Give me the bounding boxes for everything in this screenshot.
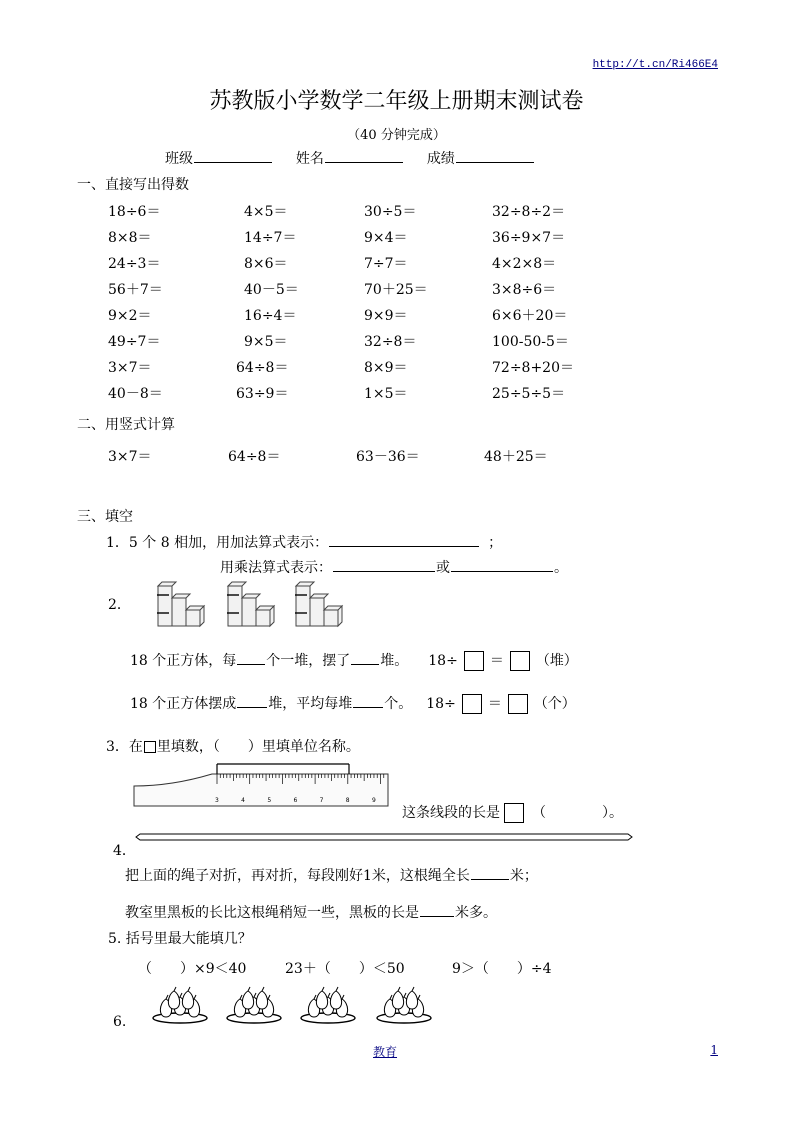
pear-icon xyxy=(406,991,417,1009)
mental-math-item: 25÷5÷5＝ xyxy=(492,386,566,402)
mental-math-item: 14÷7＝ xyxy=(244,230,297,246)
blackboard-length-blank[interactable] xyxy=(420,915,454,917)
pear-plate xyxy=(153,987,207,1023)
source-url[interactable]: http://t.cn/Ri466E4 xyxy=(592,59,718,71)
vertical-calc-3: 63－36＝ xyxy=(356,449,420,465)
mental-math-item: 16÷4＝ xyxy=(244,308,297,324)
addition-blank[interactable] xyxy=(329,545,479,547)
pear-plates-illustration xyxy=(152,985,442,1030)
ruler-label: 7 xyxy=(319,797,324,804)
question-2-line-2: 18 个正方体摆成 堆，平均每堆 个。 18÷ ＝ （个） xyxy=(130,696,576,712)
score-label: 成绩 xyxy=(426,151,455,167)
question-5-heading: 5. 括号里最大能填几？ xyxy=(108,931,252,947)
mental-math-item: 24÷3＝ xyxy=(108,256,161,272)
pear-icon xyxy=(256,991,267,1009)
mental-math-item: 9×5＝ xyxy=(244,334,288,350)
piles-blank[interactable] xyxy=(237,706,267,708)
question-4-line-2: 教室里黑板的长比这根绳稍短一些，黑板的长是 米多。 xyxy=(125,905,497,921)
length-answer-box[interactable] xyxy=(504,803,524,823)
section1-heading: 一、直接写出得数 xyxy=(77,177,189,193)
pile-count-blank[interactable] xyxy=(351,663,379,665)
vertical-calc-4: 48＋25＝ xyxy=(484,449,548,465)
answer-box[interactable] xyxy=(508,694,528,714)
pear-icon xyxy=(392,991,403,1009)
rope-length-blank[interactable] xyxy=(471,878,509,880)
mental-math-item: 4×5＝ xyxy=(244,204,288,220)
page-subtitle: （40 分钟完成） xyxy=(347,128,446,143)
page-number: 1 xyxy=(710,1043,718,1057)
per-pile-blank[interactable] xyxy=(237,663,265,665)
mental-math-item: 32÷8÷2＝ xyxy=(492,204,566,220)
mental-math-item: 8×6＝ xyxy=(244,256,288,272)
class-blank[interactable] xyxy=(194,161,272,163)
multiply-blank-2[interactable] xyxy=(451,570,553,572)
pear-icon xyxy=(316,991,327,1009)
pear-icon xyxy=(168,991,179,1009)
pear-icon xyxy=(330,991,341,1009)
mental-math-item: 18÷6＝ xyxy=(108,204,161,220)
vertical-calc-2: 64÷8＝ xyxy=(228,449,281,465)
question-3-ask: 这条线段的长是 （ ）。 xyxy=(402,805,623,821)
mental-math-item: 8×9＝ xyxy=(364,360,408,376)
mental-math-item: 32÷8＝ xyxy=(364,334,417,350)
mental-math-item: 64÷8＝ xyxy=(236,360,289,376)
student-info-fields xyxy=(165,148,535,168)
cube-stack-1 xyxy=(158,582,204,626)
pear-plate xyxy=(301,987,355,1023)
mental-math-item: 70＋25＝ xyxy=(364,282,428,298)
pear-icon xyxy=(242,991,253,1009)
mental-math-item: 40－8＝ xyxy=(108,386,163,402)
mental-math-item: 4×2×8＝ xyxy=(492,256,557,272)
mental-math-item: 72÷8+20＝ xyxy=(492,360,574,376)
question-5-item-2: 23＋（ ）＜50 xyxy=(285,961,405,977)
multiply-blank-1[interactable] xyxy=(333,570,435,572)
mental-math-item: 56＋7＝ xyxy=(108,282,163,298)
vertical-calc-1: 3×7＝ xyxy=(108,449,152,465)
mental-math-item: 1×5＝ xyxy=(364,386,408,402)
square-symbol xyxy=(144,741,156,753)
footer-link[interactable]: 教育 xyxy=(373,1045,398,1059)
mental-math-item: 3×7＝ xyxy=(108,360,152,376)
mental-math-item: 8×8＝ xyxy=(108,230,152,246)
section2-heading: 二、用竖式计算 xyxy=(77,417,175,433)
mental-math-item: 9×4＝ xyxy=(364,230,408,246)
ruler-label: 5 xyxy=(267,797,272,804)
answer-box[interactable] xyxy=(464,651,484,671)
question-1-line-2: 用乘法算式表示： 或 。 xyxy=(220,560,568,576)
question-4-line-1: 把上面的绳子对折，再对折，每段刚好1米，这根绳全长 米； xyxy=(125,868,538,884)
mental-math-item: 40－5＝ xyxy=(244,282,299,298)
question-5-item-3: 9＞（ ）÷4 xyxy=(452,961,552,977)
mental-math-item: 100-50-5＝ xyxy=(492,334,569,350)
pear-plate xyxy=(227,987,281,1023)
name-label: 姓名 xyxy=(295,151,324,167)
question-2-number: 2． xyxy=(108,597,131,613)
cube-stacks-illustration xyxy=(155,580,350,632)
each-pile-blank[interactable] xyxy=(353,706,383,708)
question-5-item-1: （ ）×9＜40 xyxy=(138,961,247,977)
mental-math-item: 9×9＝ xyxy=(364,308,408,324)
mental-math-item: 3×8÷6＝ xyxy=(492,282,557,298)
name-blank[interactable] xyxy=(325,161,403,163)
pear-plate xyxy=(377,987,431,1023)
mental-math-item: 7÷7＝ xyxy=(364,256,408,272)
question-1-line-1: 1．5 个 8 相加，用加法算式表示： ； xyxy=(106,535,503,551)
mental-math-item: 63÷9＝ xyxy=(236,386,289,402)
mental-math-item: 9×2＝ xyxy=(108,308,152,324)
ruler-label: 9 xyxy=(371,797,376,804)
mental-math-item: 36÷9×7＝ xyxy=(492,230,566,246)
class-label: 班级 xyxy=(165,151,193,167)
question-2-line-1: 18 个正方体，每 个一堆，摆了 堆。 18÷ ＝ （堆） xyxy=(130,653,578,669)
question-4-number: 4． xyxy=(113,843,136,859)
rope-illustration xyxy=(134,832,634,842)
section3-heading: 三、填空 xyxy=(77,509,133,525)
answer-box[interactable] xyxy=(510,651,530,671)
ruler-label: 3 xyxy=(215,797,219,804)
mental-math-item: 30÷5＝ xyxy=(364,204,417,220)
answer-box[interactable] xyxy=(462,694,482,714)
score-blank[interactable] xyxy=(456,161,534,163)
question-3-instruction: 3．在 里填数，（ ）里填单位名称。 xyxy=(106,739,360,755)
question-6-number: 6. xyxy=(113,1014,127,1030)
ruler-illustration xyxy=(132,760,392,810)
mental-math-item: 6×6＋20＝ xyxy=(492,308,568,324)
mental-math-item: 49÷7＝ xyxy=(108,334,161,350)
cube-stack-2 xyxy=(228,582,274,626)
pear-icon xyxy=(182,991,193,1009)
ruler-label: 4 xyxy=(241,797,245,804)
ruler-label: 6 xyxy=(293,797,298,804)
page-title: 苏教版小学数学二年级上册期末测试卷 xyxy=(209,89,584,114)
ruler-label: 8 xyxy=(345,797,350,804)
cube-stack-3 xyxy=(296,582,342,626)
